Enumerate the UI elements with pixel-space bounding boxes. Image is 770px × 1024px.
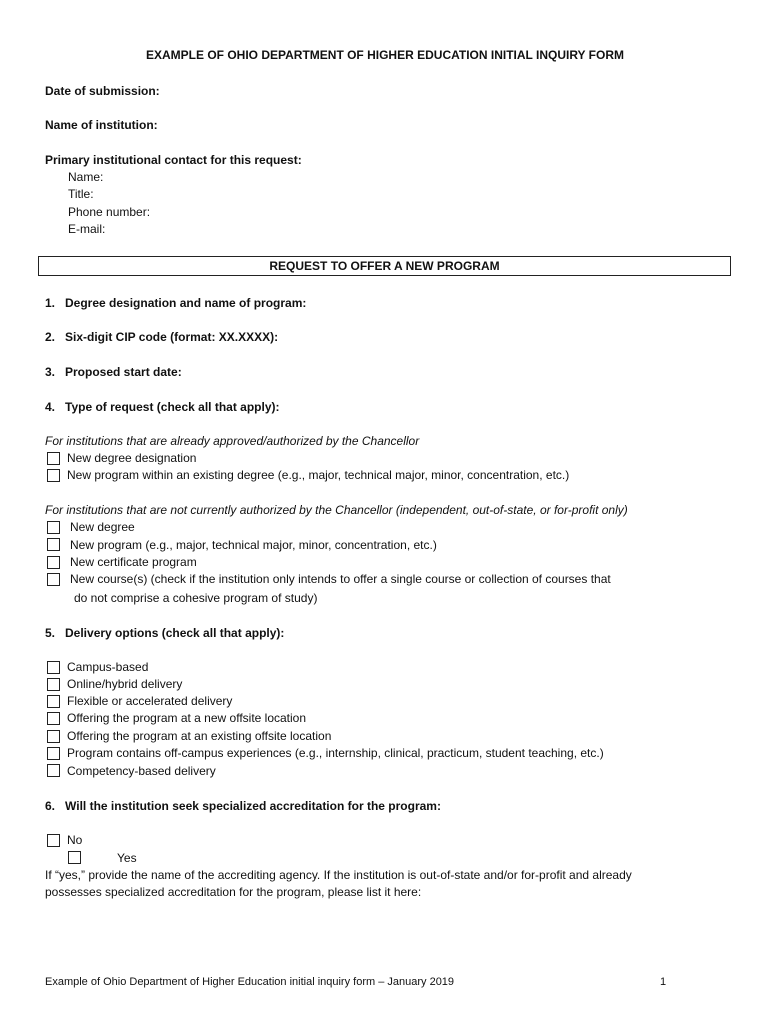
new-courses-label: New course(s) (check if the institution only intends to offer a single course or collection of courses that xyxy=(70,572,611,586)
existing-offsite-location-label: Offering the program at an existing offsite location xyxy=(67,729,332,743)
new-program-existing-degree-label: New program within an existing degree (e.g., major, technical major, minor, concentration, etc.) xyxy=(67,468,570,482)
new-courses-checkbox[interactable] xyxy=(47,573,60,586)
question-1: 1. Degree designation and name of program: xyxy=(45,296,307,310)
new-program-checkbox[interactable] xyxy=(47,538,60,551)
section-header-box xyxy=(38,256,731,276)
new-certificate-program-checkbox[interactable] xyxy=(47,556,60,569)
online-hybrid-checkbox[interactable] xyxy=(47,678,60,691)
existing-offsite-location-checkbox[interactable] xyxy=(47,730,60,743)
section-title: REQUEST TO OFFER A NEW PROGRAM xyxy=(269,259,500,273)
new-degree-checkbox[interactable] xyxy=(47,521,60,534)
competency-based-checkbox[interactable] xyxy=(47,764,60,777)
question-2: 2. Six-digit CIP code (format: XX.XXXX): xyxy=(45,330,279,344)
footer-text: Example of Ohio Department of Higher Education initial inquiry form – January 2019 xyxy=(45,976,455,988)
flexible-accelerated-label: Flexible or accelerated delivery xyxy=(67,694,233,708)
date-of-submission-label: Date of submission: xyxy=(45,84,160,98)
accreditation-no-label: No xyxy=(67,833,83,847)
new-degree-label: New degree xyxy=(70,520,135,534)
accreditation-yes-label: Yes xyxy=(117,851,137,865)
accreditation-no-checkbox[interactable] xyxy=(47,834,60,847)
question-4: 4. Type of request (check all that apply): xyxy=(45,400,280,414)
accreditation-yes-checkbox[interactable] xyxy=(68,851,81,864)
primary-contact-label: Primary institutional contact for this request: xyxy=(45,153,302,167)
campus-based-label: Campus-based xyxy=(67,660,149,674)
new-degree-designation-checkbox[interactable] xyxy=(47,452,60,465)
new-degree-designation-label: New degree designation xyxy=(67,451,197,465)
document-title: EXAMPLE OF OHIO DEPARTMENT OF HIGHER EDUCATION INITIAL INQUIRY FORM xyxy=(145,48,624,62)
contact-title-label: Title: xyxy=(68,187,94,201)
question-5: 5. Delivery options (check all that apply): xyxy=(45,626,285,640)
new-program-existing-degree-checkbox[interactable] xyxy=(47,469,60,482)
contact-email-label: E-mail: xyxy=(68,222,106,236)
new-certificate-program-label: New certificate program xyxy=(70,555,197,569)
new-offsite-location-checkbox[interactable] xyxy=(47,712,60,725)
off-campus-experiences-checkbox[interactable] xyxy=(47,747,60,760)
unauthorized-group-heading: For institutions that are not currently authorized by the Chancellor (independent, out-of-state, or for-profit only) xyxy=(45,503,628,517)
off-campus-experiences-label: Program contains off-campus experiences (e.g., internship, clinical, practicum, student teaching, etc.) xyxy=(67,746,604,760)
contact-phone-label: Phone number: xyxy=(68,205,151,219)
online-hybrid-label: Online/hybrid delivery xyxy=(67,677,183,691)
approved-group-heading: For institutions that are already approved/authorized by the Chancellor xyxy=(45,434,420,448)
new-courses-label-continuation: do not comprise a cohesive program of study) xyxy=(74,591,318,605)
question-3: 3. Proposed start date: xyxy=(45,365,182,379)
campus-based-checkbox[interactable] xyxy=(47,661,60,674)
institution-name-label: Name of institution: xyxy=(45,118,158,132)
question-6: 6. Will the institution seek specialized accreditation for the program: xyxy=(45,799,441,813)
page-number: 1 xyxy=(660,976,667,988)
flexible-accelerated-checkbox[interactable] xyxy=(47,695,60,708)
new-program-label: New program (e.g., major, technical major, minor, concentration, etc.) xyxy=(70,538,437,552)
accreditation-note-line-2: possesses specialized accreditation for the program, please list it here: xyxy=(45,885,422,899)
contact-name-label: Name: xyxy=(68,170,104,184)
new-offsite-location-label: Offering the program at a new offsite location xyxy=(67,711,307,725)
accreditation-note-line-1: If “yes,” provide the name of the accrediting agency. If the institution is out-of-state and/or for-profit and already xyxy=(45,868,632,882)
competency-based-label: Competency-based delivery xyxy=(67,764,216,778)
